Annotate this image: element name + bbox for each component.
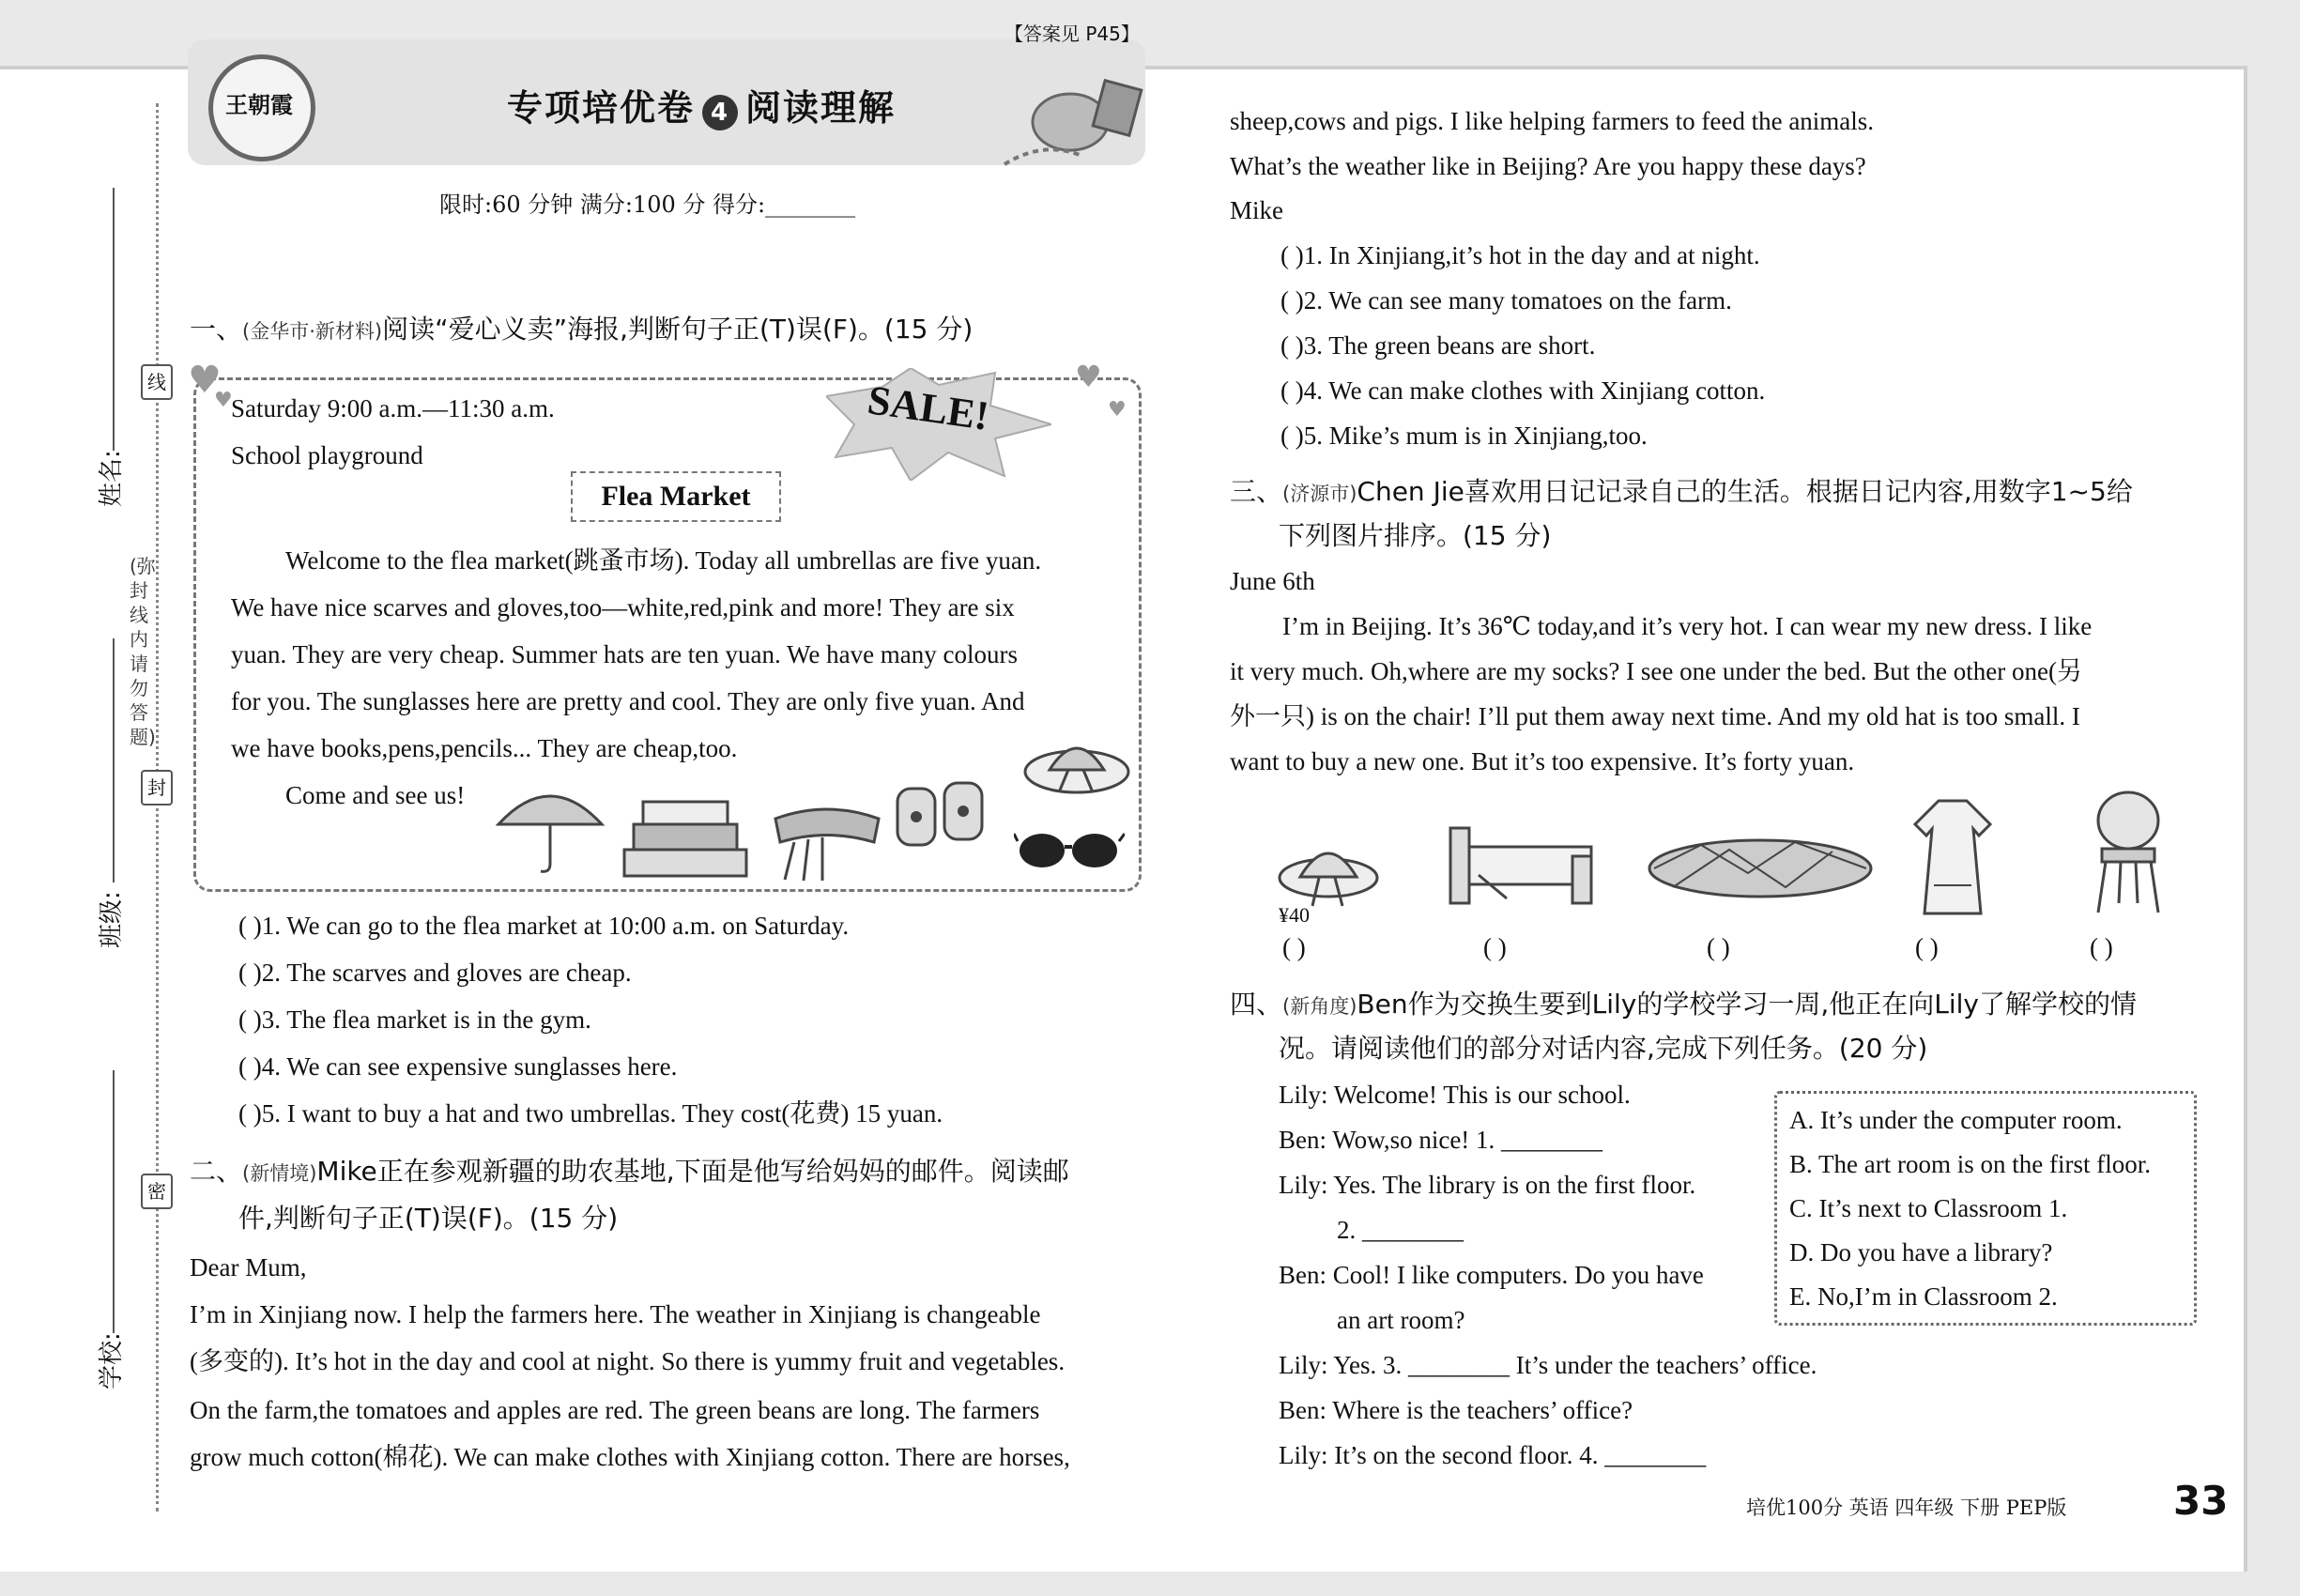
dialogue-line-7[interactable]: Lily: Yes. 3. ________ It’s under the teachers’ office.	[1279, 1351, 1817, 1379]
school-label: 学校:	[98, 1332, 126, 1389]
section2-instruction-2: 件,判断句子正(T)误(F)。(15 分)	[238, 1203, 619, 1234]
section1-heading	[190, 313, 973, 348]
title-number: 4	[702, 95, 738, 130]
section3-heading	[1230, 475, 2133, 511]
s1-item-2[interactable]: ( )2. The scarves and gloves are cheap.	[238, 959, 632, 987]
heart-icon: ♥	[188, 359, 222, 402]
poster-time: Saturday 9:00 a.m.—11:30 a.m.	[231, 394, 555, 422]
class-label: 班级:	[98, 891, 126, 948]
poster-line-2: We have nice scarves and gloves,too—white,red,pink and more! They are six	[231, 593, 1015, 622]
section1-number: 一、	[190, 314, 243, 345]
email-signature: Mike	[1230, 196, 1283, 224]
section2-heading	[190, 1155, 1069, 1190]
section2-instruction-1: Mike正在参观新疆的助农基地,下面是他写给妈妈的邮件。阅读邮	[316, 1156, 1069, 1187]
binding-mark-feng: 封	[141, 770, 173, 806]
dialogue-line-4[interactable]: 2. ________	[1337, 1216, 1464, 1244]
heart-icon: ♥	[214, 389, 233, 412]
option-c: C. It’s next to Classroom 1.	[1789, 1194, 2068, 1222]
page-number: 33	[2173, 1478, 2229, 1524]
s1-item-3[interactable]: ( )3. The flea market is in the gym.	[238, 1005, 591, 1034]
umbrella-icon	[494, 777, 606, 877]
sale-text: SALE!	[865, 376, 992, 439]
worksheet-title	[507, 79, 896, 130]
s1-item-4[interactable]: ( )4. We can see expensive sunglasses here.	[238, 1052, 678, 1081]
dialogue-line-5: Ben: Cool! I like computers. Do you have	[1279, 1261, 1704, 1289]
section2-tag: (新情境)	[242, 1162, 317, 1185]
s2-item-2[interactable]: ( )2. We can see many tomatoes on the farm.	[1280, 286, 1732, 315]
order-blank-2[interactable]: ( )	[1483, 933, 1507, 961]
mascot-icon	[986, 66, 1155, 169]
name-label: 姓名:	[98, 450, 126, 507]
footer-text: 培优100分 英语 四年级 下册 PEP版	[1746, 1496, 2067, 1519]
section4-instruction-1: Ben作为交换生要到Lily的学校学习一周,他正在向Lily了解学校的情	[1357, 989, 2137, 1020]
email-line-1: I’m in Xinjiang now. I help the farmers here. The weather in Xinjiang is changeable	[190, 1300, 1041, 1328]
poster-place: School playground	[231, 441, 423, 469]
name-underline[interactable]	[113, 188, 115, 451]
poster-title: Flea Market	[571, 471, 781, 522]
s2-item-4[interactable]: ( )4. We can make clothes with Xinjiang cotton.	[1280, 376, 1766, 405]
poster-line-3: yuan. They are very cheap. Summer hats are ten yuan. We have many colours	[231, 640, 1019, 668]
dialogue-line-1: Lily: Welcome! This is our school.	[1279, 1081, 1631, 1109]
diary-line-4: want to buy a new one. But it’s too expensive. It’s forty yuan.	[1230, 747, 1855, 775]
s2-item-5[interactable]: ( )5. Mike’s mum is in Xinjiang,too.	[1280, 422, 1648, 450]
option-d: D. Do you have a library?	[1789, 1238, 2053, 1266]
title-part2: 阅读理解	[745, 87, 897, 129]
class-underline[interactable]	[113, 638, 115, 882]
section3-instruction-1: Chen Jie喜欢用日记记录自己的生活。根据日记内容,用数字1~5给	[1357, 476, 2133, 507]
school-underline[interactable]	[113, 1070, 115, 1333]
email-line-2: (多变的). It’s hot in the day and cool at night. So there is yummy fruit and vegetables.	[190, 1347, 1066, 1375]
diary-line-1: I’m in Beijing. It’s 36℃ today,and it’s very hot. I can wear my new dress. I like	[1282, 612, 2093, 640]
section1-tag: (金华市·新材料)	[242, 320, 383, 343]
section1-instruction: 阅读“爱心义卖”海报,判断句子正(T)误(F)。(15 分)	[382, 314, 974, 345]
price-tag: ¥40	[1279, 903, 1310, 927]
section4-instruction-2: 况。请阅读他们的部分对话内容,完成下列任务。(20 分)	[1279, 1033, 1928, 1064]
email-greeting: Dear Mum,	[190, 1253, 307, 1281]
poster-closing: Come and see us!	[285, 781, 466, 809]
seal-note: (弥封线内请勿答题)	[130, 555, 156, 748]
email-line-4: grow much cotton(棉花). We can make clothes with Xinjiang cotton. There are horses,	[190, 1443, 1070, 1471]
dialogue-line-6: an art room?	[1337, 1306, 1465, 1334]
s2-item-3[interactable]: ( )3. The green beans are short.	[1280, 331, 1596, 360]
dialogue-line-3: Lily: Yes. The library is on the first floor.	[1279, 1171, 1696, 1199]
poster-line-5: we have books,pens,pencils... They are cheap,too.	[231, 734, 738, 762]
section2-number: 二、	[190, 1156, 243, 1187]
diary-date: June 6th	[1230, 567, 1315, 595]
hat-icon	[1021, 727, 1132, 802]
dialogue-line-9[interactable]: Lily: It’s on the second floor. 4. ________	[1279, 1441, 1707, 1469]
section4-heading	[1230, 988, 2137, 1023]
binding-mark-mi: 密	[141, 1174, 173, 1209]
scarf-icon	[766, 800, 888, 882]
heart-icon: ♥	[1075, 359, 1102, 394]
binding-mark-xian: 线	[141, 364, 173, 400]
dialogue-line-2[interactable]: Ben: Wow,so nice! 1. ________	[1279, 1126, 1603, 1154]
email-line-5: sheep,cows and pigs. I like helping farmers to feed the animals.	[1230, 107, 1875, 135]
title-part1: 专项培优卷	[507, 87, 696, 129]
binding-line	[156, 103, 159, 1512]
dialogue-line-8: Ben: Where is the teachers’ office?	[1279, 1396, 1633, 1424]
section4-number: 四、	[1230, 989, 1283, 1020]
order-blank-4[interactable]: ( )	[1915, 933, 1939, 961]
section3-number: 三、	[1230, 476, 1283, 507]
stadium-picture	[1645, 831, 1876, 906]
chair-picture	[2089, 790, 2168, 916]
option-e: E. No,I’m in Classroom 2.	[1789, 1282, 2058, 1311]
option-b: B. The art room is on the first floor.	[1789, 1150, 2151, 1178]
answer-reference: 【答案见 P45】	[1004, 23, 1140, 45]
diary-line-2: it very much. Oh,where are my socks? I see one under the bed. But the other one(另	[1230, 657, 2082, 685]
gloves-icon	[892, 770, 989, 864]
email-line-3: On the farm,the tomatoes and apples are red. The green beans are long. The farmers	[190, 1396, 1040, 1424]
s1-item-1[interactable]: ( )1. We can go to the flea market at 10:00 a.m. on Saturday.	[238, 912, 850, 940]
logo-text: 王朝霞	[225, 92, 293, 118]
s1-item-5[interactable]: ( )5. I want to buy a hat and two umbrellas. They cost(花费) 15 yuan.	[238, 1099, 943, 1128]
time-score-line: 限时:60 分钟 满分:100 分 得分:________	[439, 192, 856, 218]
books-icon	[620, 798, 751, 882]
hat-picture	[1277, 826, 1380, 911]
section3-instruction-2: 下列图片排序。(15 分)	[1279, 520, 1552, 551]
order-blank-1[interactable]: ( )	[1282, 933, 1306, 961]
email-line-6: What’s the weather like in Beijing? Are you happy these days?	[1230, 152, 1866, 180]
s2-item-1[interactable]: ( )1. In Xinjiang,it’s hot in the day and at night.	[1280, 241, 1760, 269]
sunglasses-icon	[1014, 826, 1125, 873]
heart-icon: ♥	[1108, 398, 1127, 422]
poster-line-1: Welcome to the flea market(跳蚤市场). Today all umbrellas are five yuan.	[285, 546, 1042, 575]
section4-tag: (新角度)	[1282, 995, 1357, 1018]
poster-line-4: for you. The sunglasses here are pretty and cool. They are only five yuan. And	[231, 687, 1025, 715]
option-a: A. It’s under the computer room.	[1789, 1106, 2123, 1134]
diary-line-3: 外一只) is on the chair! I’ll put them away next time. And my old hat is too small. I	[1230, 702, 2080, 730]
dress-picture	[1906, 796, 2000, 918]
order-blank-5[interactable]: ( )	[2090, 933, 2113, 961]
order-blank-3[interactable]: ( )	[1707, 933, 1730, 961]
bed-picture	[1441, 819, 1605, 913]
section3-tag: (济源市)	[1282, 483, 1357, 505]
